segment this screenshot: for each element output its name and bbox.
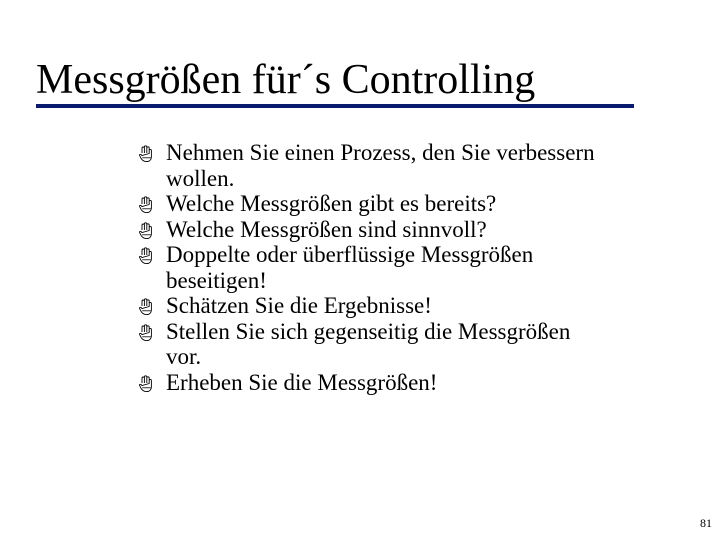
hand-pointing-icon (138, 196, 154, 214)
hand-pointing-icon (138, 247, 154, 265)
bullet-text: Nehmen Sie einen Prozess, den Sie verbessern wollen. (166, 140, 595, 191)
title-underline (36, 104, 634, 108)
hand-pointing-icon (138, 375, 154, 393)
hand-pointing-icon (138, 324, 154, 342)
bullet-text: Erheben Sie die Messgrößen! (166, 369, 438, 395)
bullet-text: Stellen Sie sich gegenseitig die Messgrößen vor. (166, 318, 571, 369)
bullet-text: Welche Messgrößen gibt es bereits? (166, 191, 497, 216)
slide-title: Messgrößen für´s Controlling (36, 57, 536, 103)
bullet-item (138, 293, 598, 319)
hand-pointing-icon (138, 145, 154, 163)
bullet-item (138, 319, 598, 370)
bullet-item (138, 217, 598, 243)
bullet-list (138, 140, 598, 395)
bullet-item (138, 140, 598, 191)
page-number: 81 (700, 516, 712, 530)
bullet-text: Doppelte oder überflüssige Messgrößen beseitigen! (166, 242, 534, 293)
bullet-text: Welche Messgrößen sind sinnvoll? (166, 216, 487, 242)
hand-pointing-icon (138, 298, 154, 316)
bullet-text: Schätzen Sie die Ergebnisse! (166, 293, 432, 318)
hand-pointing-icon (138, 222, 154, 240)
bullet-item (138, 191, 598, 217)
bullet-item (138, 370, 598, 396)
bullet-item (138, 242, 598, 293)
